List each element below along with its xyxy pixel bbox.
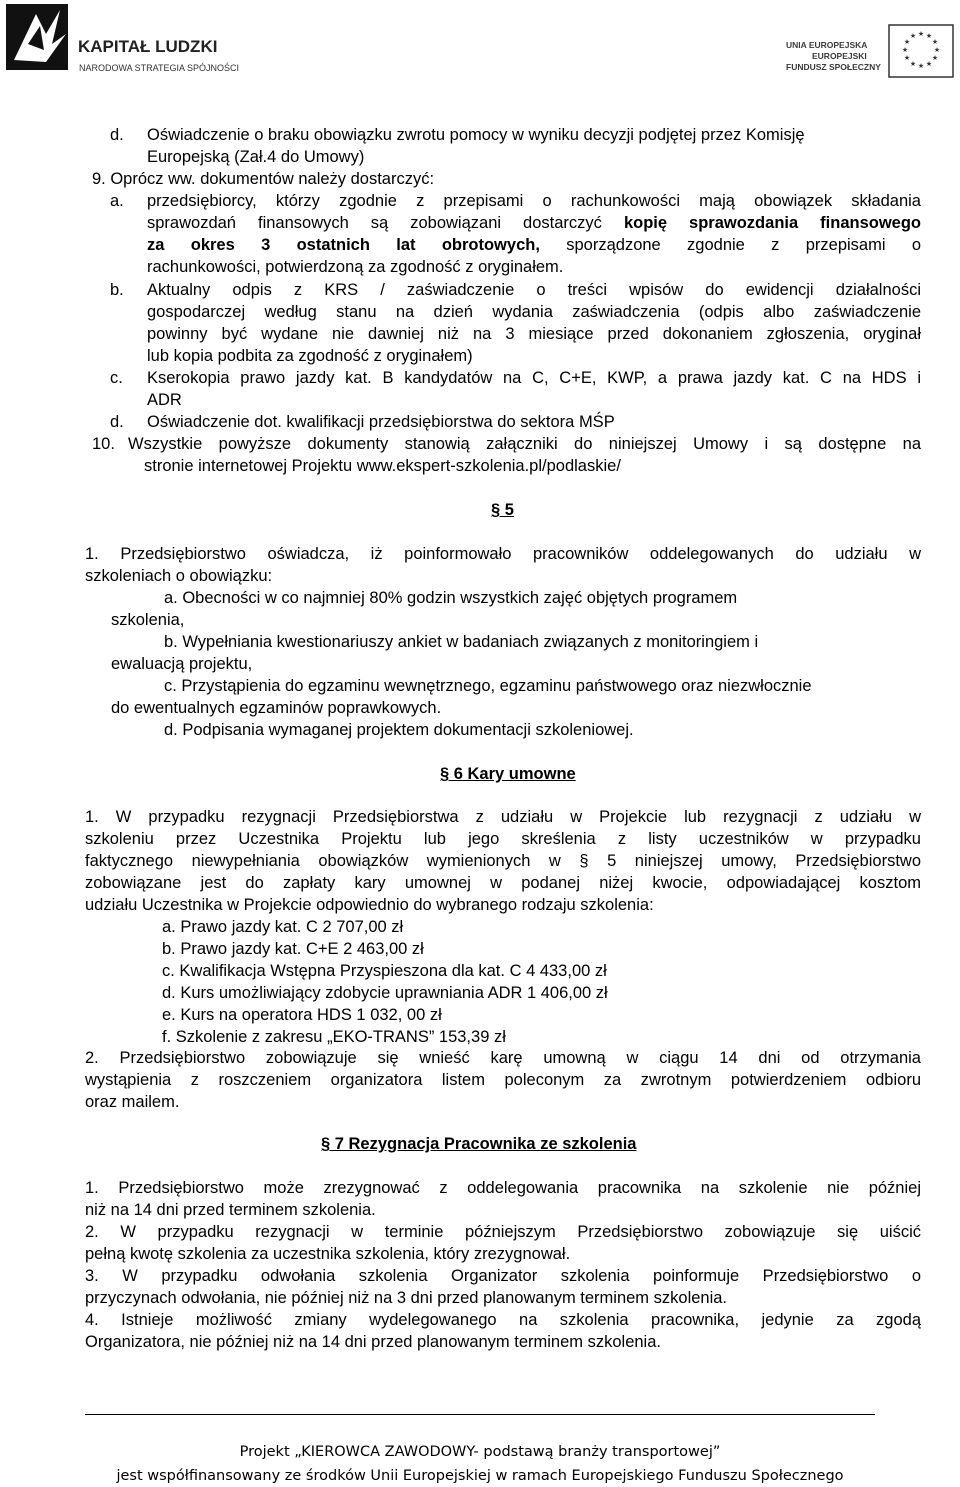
svg-text:★: ★ [931,54,939,62]
svg-text:★: ★ [903,38,911,46]
s6-p2-line1: 2. Przedsiębiorstwo zobowiązuje się wnieść karę umowną w ciągu 14 dni od otrzymania [85,1049,921,1067]
s5-a-line2: szkolenia, [111,611,185,629]
kapital-ludzki-subtitle: NARODOWA STRATEGIA SPÓJNOŚCI [79,63,240,73]
eu-logo-line1: UNIA EUROPEJSKA [786,40,868,50]
item-a-line1: przedsiębiorcy, którzy zgodnie z przepisami o rachunkowości mają obowiązek składania [147,192,921,210]
item-d-line2: Europejską (Zał.4 do Umowy) [147,148,365,166]
svg-text:★: ★ [909,32,917,40]
item-d-marker: d. [110,126,124,144]
item-10-line2: stronie internetowej Projektu www.ekspert-szkolenia.pl/podlaskie/ [144,457,621,475]
item-d-line1: Oświadczenie o braku obowiązku zwrotu pomocy w wyniku decyzji podjętej przez Komisję [147,126,805,144]
penalty-item: e. Kurs na operatora HDS 1 032, 00 zł [162,1006,442,1024]
item-b-line1: Aktualny odpis z KRS / zaświadczenie o treści wpisów do ewidencji działalności [147,281,921,299]
kapital-ludzki-title: KAPITAŁ LUDZKI [78,37,218,56]
section-7-heading: § 7 Rezygnacja Pracownika ze szkolenia [321,1135,637,1153]
section-6-heading: § 6 Kary umowne [440,765,576,783]
item-a-line2-bold: kopię sprawozdania finansowego [623,214,922,232]
penalty-item: f. Szkolenie z zakresu „EKO-TRANS” 153,39 zł [162,1028,506,1046]
item-a-line3 [147,234,921,256]
footer-line2: jest współfinansowany ze środków Unii Europejskiej w ramach Europejskiego Funduszu Społecznego [116,1468,844,1484]
footer-line1: Projekt „KIEROWCA ZAWODOWY- podstawą branży transportowej” [239,1444,721,1460]
s7-p1-line1: 1. Przedsiębiorstwo może zrezygnować z oddelegowania pracownika na szkolenie nie później [85,1179,921,1197]
s5-p1-line1: 1. Przedsiębiorstwo oświadcza, iż poinformowało pracowników oddelegowanych do udziału w [85,545,921,563]
s5-a-line1: a. Obecności w co najmniej 80% godzin wszystkich zajęć objętych programem [164,589,738,607]
item-b-line4: lub kopia podbita za zgodność z oryginałem) [147,347,473,365]
eu-logo-line3: FUNDUSZ SPOŁECZNY [786,62,881,72]
penalty-item: a. Prawo jazdy kat. C 2 707,00 zł [162,918,404,936]
item-b-line3: powinny być wydane nie dawniej niż na 3 miesiące przed dokonaniem zgłoszenia, oryginał [147,325,921,343]
item-d2-marker: d. [110,413,124,431]
item-a-line3-plain: sporządzone zgodnie z przepisami o [539,236,922,254]
penalty-item: c. Kwalifikacja Wstępna Przyspieszona dla kat. C 4 433,00 zł [162,962,607,980]
svg-text:★: ★ [925,60,933,68]
s5-b-line1: b. Wypełniania kwestionariuszy ankiet w badaniach związanych z monitoringiem i [164,633,759,651]
penalty-item: d. Kurs umożliwiający zdobycie uprawniania ADR 1 406,00 zł [162,984,608,1002]
item-c-marker: c. [110,369,123,387]
s6-p1-line2: szkoleniu przez Uczestnika Projektu lub jego skreślenia z listy uczestników w przypadku [85,830,921,848]
s7-p2-line1: 2. W przypadku rezygnacji w terminie późniejszym Przedsiębiorstwo zobowiązuje się uiścić [85,1223,921,1241]
s7-p3-line2: przyczynach odwołania, nie później niż na 3 dni przed planowanym terminem szkolenia. [85,1289,728,1307]
item-b-marker: b. [110,281,124,299]
eu-flag-icon [888,24,954,78]
item-d2-line1: Oświadczenie dot. kwalifikacji przedsiębiorstwa do sektora MŚP [147,413,615,431]
s7-p4-line2: Organizatora, nie później niż na 14 dni przed planowanym terminem szkolenia. [85,1333,661,1351]
s6-p2-line2: wystąpienia z roszczeniem organizatora listem poleconym za zwrotnym potwierdzeniem odbioru [85,1071,921,1089]
s7-p3-line1: 3. W przypadku odwołania szkolenia Organizator szkolenia poinformuje Przedsiębiorstwo o [85,1267,921,1285]
item-a-line2-plain: sprawozdań finansowych są zobowiązani dostarczyć [147,214,624,232]
svg-text:★: ★ [901,46,909,54]
s5-d-line1: d. Podpisania wymaganej projektem dokumentacji szkoleniowej. [164,721,634,739]
s7-p2-line2: pełną kwotę szkolenia za uczestnika szkolenia, który zrezygnował. [85,1245,571,1263]
kapital-ludzki-emblem-icon [6,4,76,74]
kapital-ludzki-logo [6,4,256,74]
s6-p1-line5: udziału Uczestnika w Projekcie odpowiednio do wybranego rodzaju szkolenia: [85,896,654,914]
item-10-line1: Wszystkie powyższe dokumenty stanowią załączniki do niniejszej Umowy i są dostępne na [128,435,921,453]
svg-text:★: ★ [931,38,939,46]
s6-p1-line3: faktycznego niewypełniania obowiązków wymienionych w § 5 niniejszej umowy, Przedsiębiorstwo [85,852,921,870]
s6-p1-line4: zobowiązane jest do zapłaty kary umownej w podanej niżej kwocie, odpowiadającej kosztom [85,874,921,892]
svg-text:★: ★ [933,46,941,54]
s6-p2-line3: oraz mailem. [85,1093,180,1111]
svg-text:★: ★ [909,60,917,68]
item-c-line1: Kserokopia prawo jazdy kat. B kandydatów na C, C+E, KWP, a prawa jazdy kat. C na HDS i [147,369,921,387]
item-a-line2 [147,212,921,234]
svg-text:★: ★ [917,62,925,70]
s6-p1-line1: 1. W przypadku rezygnacji Przedsiębiorstwa z udziału w Projekcie lub rezygnacji z udziału w [85,808,921,826]
item-c-line2: ADR [147,391,182,409]
item-a-marker: a. [110,192,124,210]
item-a-line3-bold: za okres 3 ostatnich lat obrotowych, [147,236,540,254]
s5-c-line2: do ewentualnych egzaminów poprawkowych. [111,699,442,717]
item-a-line4: rachunkowości, potwierdzoną za zgodność z oryginałem. [147,258,564,276]
item-10-marker: 10. [92,435,115,453]
s7-p1-line2: niż na 14 dni przed terminem szkolenia. [85,1201,376,1219]
item-b-line2: gospodarczej według stanu na dzień wydania zaświadczenia (odpis albo zaświadczenie [147,303,921,321]
svg-text:★: ★ [903,54,911,62]
footer-divider [85,1414,875,1415]
item-9: 9. Oprócz ww. dokumentów należy dostarczyć: [92,170,435,188]
s7-p4-line1: 4. Istnieje możliwość zmiany wydelegowanego na szkolenia pracownika, jedynie za zgodą [85,1311,921,1329]
section-5-heading: § 5 [491,501,514,519]
eu-logo-line2: EUROPEJSKI [812,51,867,61]
penalty-item: b. Prawo jazdy kat. C+E 2 463,00 zł [162,940,424,958]
s5-c-line1: c. Przystąpienia do egzaminu wewnętrznego, egzaminu państwowego oraz niezwłocznie [164,677,812,695]
svg-text:★: ★ [925,32,933,40]
s5-p1-line2: szkoleniach o obowiązku: [85,567,273,585]
svg-text:★: ★ [917,30,925,38]
s5-b-line2: ewaluacją projektu, [111,655,253,673]
